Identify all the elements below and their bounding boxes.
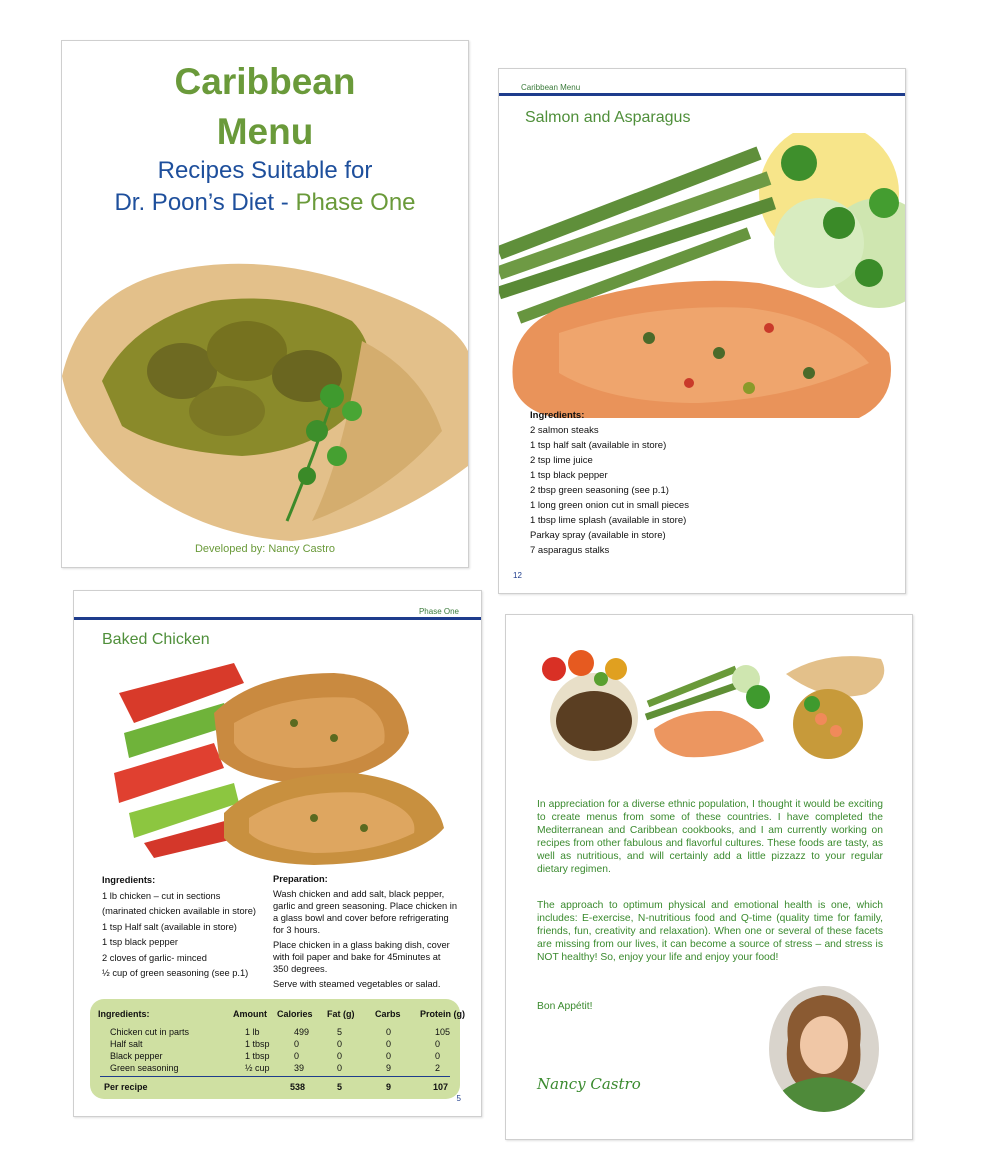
nutrition-header: Calories xyxy=(277,1009,313,1019)
ingredients-list xyxy=(530,408,689,558)
nutrition-header: Protein (g) xyxy=(420,1009,465,1019)
recipe-title: Salmon and Asparagus xyxy=(525,109,691,126)
table-cell: 0 xyxy=(386,1039,392,1049)
list-item: 1 tsp half salt (available in store) xyxy=(530,440,667,451)
nutrition-header: Ingredients: xyxy=(98,1009,150,1019)
preparation-line: Wash chicken and add salt, black pepper, xyxy=(273,889,445,899)
chicken-recipe-page xyxy=(73,590,482,1117)
cover-title-line2: Menu xyxy=(216,111,314,152)
intro-page xyxy=(505,614,913,1140)
table-cell: 0 xyxy=(337,1051,343,1061)
list-item: Parkay spray (available in store) xyxy=(530,530,666,541)
table-cell: Chicken cut in parts xyxy=(110,1027,190,1037)
table-cell: ½ cup xyxy=(245,1063,270,1073)
list-item: 1 tsp Half salt (available in store) xyxy=(102,921,237,932)
header-rule xyxy=(499,93,905,96)
list-item: 2 cloves of garlic- minced xyxy=(102,952,207,963)
table-total-label: Per recipe xyxy=(104,1082,148,1092)
table-total-cell: 107 xyxy=(433,1082,449,1092)
table-cell: 0 xyxy=(337,1063,343,1073)
signature: Nancy Castro xyxy=(537,1075,641,1093)
list-item: 2 tsp lime juice xyxy=(530,455,593,466)
table-cell: 1 lb xyxy=(245,1027,260,1037)
table-cell: 0 xyxy=(435,1051,441,1061)
nutrition-table xyxy=(90,999,465,1099)
table-cell: 39 xyxy=(294,1063,305,1073)
list-item: 1 tbsp lime splash (available in store) xyxy=(530,515,687,526)
ingredients-heading: Ingredients: xyxy=(530,410,585,421)
cover-page xyxy=(61,40,469,568)
intro-paragraph-2: The approach to optimum physical and emotional health is one, which includes: E-exercise, N-nutritious food and Q-time (quality time for family, friends, fun, creativity and relaxation). When one or several of these facets are missing from our lives, it can become a source of stress – and stress is NOT healthy! So, enjoy your life and enjoy your food! xyxy=(537,900,883,963)
table-cell: 0 xyxy=(386,1027,392,1037)
header-rule xyxy=(74,617,481,620)
list-item: 2 tbsp green seasoning (see p.1) xyxy=(530,485,669,496)
ingredients-heading: Ingredients: xyxy=(102,875,156,885)
preparation-line: a glass bowl and cover before refrigerating xyxy=(273,913,449,923)
cover-subtitle-phase: Phase One xyxy=(295,189,416,216)
table-total-cell: 9 xyxy=(386,1082,392,1092)
table-cell: 0 xyxy=(337,1039,343,1049)
nutrition-header: Amount xyxy=(233,1009,267,1019)
table-cell: 1 tbsp xyxy=(245,1051,270,1061)
table-cell: 499 xyxy=(294,1027,310,1037)
list-item: 7 asparagus stalks xyxy=(530,545,610,556)
table-total-cell: 538 xyxy=(290,1082,306,1092)
cover-subtitle-line1: Recipes Suitable for xyxy=(157,157,373,184)
table-cell: 1 tbsp xyxy=(245,1039,270,1049)
cover-credit: Developed by: Nancy Castro xyxy=(194,543,335,555)
preparation-heading: Preparation: xyxy=(273,874,328,884)
list-item: 1 long green onion cut in small pieces xyxy=(530,500,689,511)
preparation-line: 350 degrees. xyxy=(273,964,328,974)
table-cell: 0 xyxy=(294,1039,300,1049)
table-cell: 2 xyxy=(435,1063,441,1073)
list-item: 1 tsp black pepper xyxy=(102,937,178,947)
cover-title-line1: Caribbean xyxy=(174,61,356,102)
table-cell: Green seasoning xyxy=(110,1063,179,1073)
author-portrait xyxy=(768,985,880,1113)
preparation-line: garlic and green seasoning. Place chicken in xyxy=(273,901,457,911)
table-cell: 0 xyxy=(435,1039,441,1049)
curry-roti-photo xyxy=(62,231,468,541)
nutrition-header: Carbs xyxy=(375,1009,401,1019)
preparation-line: Place chicken in a glass baking dish, cover xyxy=(273,940,450,950)
cover-subtitle-diet: Dr. Poon’s Diet - xyxy=(114,189,296,216)
closing-text: Bon Appétit! xyxy=(537,1001,593,1012)
page-header-text: Caribbean Menu xyxy=(521,83,581,92)
table-cell: 9 xyxy=(386,1063,392,1073)
list-item: 2 salmon steaks xyxy=(530,425,599,436)
intro-paragraph-1: In appreciation for a diverse ethnic population, I thought it would be exciting to create menus from some of these countries. I have completed the Mediterranean and Caribbean cookbooks, and I am currently working on recipes from other fabulous and flavorful cultures. These foods are tasty, as well as nutritious, and will certainly add a little pizzazz to your regular dietary regimen. xyxy=(537,799,883,875)
cover-subtitle-line2 xyxy=(62,188,468,218)
preparation-section xyxy=(273,873,469,990)
table-cell: Black pepper xyxy=(110,1051,163,1061)
preparation-line: Serve with steamed vegetables or salad. xyxy=(273,979,441,989)
list-item: 1 tsp black pepper xyxy=(530,470,608,481)
table-cell: 5 xyxy=(337,1027,343,1037)
baked-chicken-photo xyxy=(114,653,464,865)
table-cell: 105 xyxy=(435,1027,451,1037)
dish-photos-strip xyxy=(536,649,892,761)
ingredients-list xyxy=(102,873,256,982)
page-header-text: Phase One xyxy=(418,607,459,616)
salmon-asparagus-photo xyxy=(499,133,905,423)
list-item: (marinated chicken available in store) xyxy=(102,906,256,916)
preparation-line: with foil paper and bake for 45minutes at xyxy=(273,952,441,962)
table-cell: Half salt xyxy=(110,1039,143,1049)
recipe-title: Baked Chicken xyxy=(102,631,210,648)
table-cell: 0 xyxy=(294,1051,300,1061)
salmon-recipe-page xyxy=(498,68,906,594)
preparation-line: for 3 hours. xyxy=(273,925,321,935)
table-rule xyxy=(100,1076,450,1077)
table-cell: 0 xyxy=(386,1051,392,1061)
list-item: ½ cup of green seasoning (see p.1) xyxy=(102,968,249,978)
table-total-cell: 5 xyxy=(337,1082,343,1092)
page-number: 5 xyxy=(456,1094,461,1103)
nutrition-header: Fat (g) xyxy=(327,1009,355,1019)
page-number: 12 xyxy=(513,571,522,580)
list-item: 1 lb chicken – cut in sections xyxy=(102,890,221,901)
